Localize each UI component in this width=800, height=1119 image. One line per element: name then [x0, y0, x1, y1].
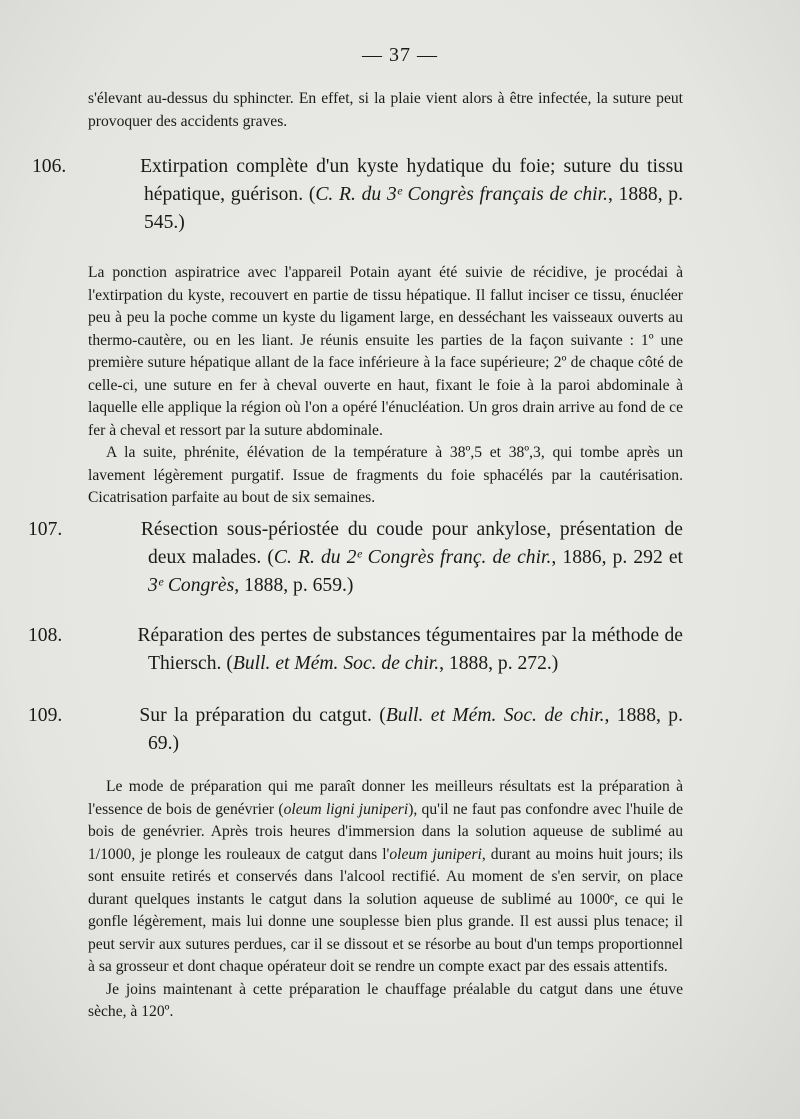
entry-reference: , 1888, p. 545.): [144, 184, 683, 233]
entry-title: Résection sous-périostée du coude pour ankylose, présentation de deux malades.: [140, 519, 683, 568]
body-paragraph: [88, 776, 683, 979]
entry-109: [28, 702, 683, 758]
latin-term: oleum ligni juniperi: [283, 800, 409, 818]
entry-reference: , 1888, p. 659.): [234, 575, 354, 596]
entry-number: 106.: [32, 156, 67, 177]
body-paragraph: La ponction aspiratrice avec l'appareil Potain ayant été suivie de récidive, je procédai à l'extirpation du kyste, recouvert en partie de tissu hépatique. Il fallut inciser ce tissu, énucléer peu à peu la poche comme un kyste du ligament large, en desséchant les vaisseaux ouverts au thermo-cautère, ou en les liant. Je réunis ensuite les parties de la façon suivante : 1º une première suture hépatique allant de la face inférieure à la face supérieure; 2º de chaque côté de celle-ci, une suture en fer à cheval ouverte en haut, fixant le foie à la paroi abdominale à laquelle elle applique la région où l'on a opéré l'énucléation. Un gros drain arrive au fond de ce fer à cheval et ressort par la suture abdominale.: [88, 264, 683, 439]
entry-109-body: [88, 776, 683, 1024]
latin-term: oleum juniperi: [389, 845, 482, 863]
entry-reference-italic: 3ᵉ Congrès: [148, 575, 235, 596]
entry-title: Réparation des pertes de substances tégumentaires par la méthode de Thiersch.: [137, 625, 683, 674]
entry-reference-italic: C. R. du 3ᵉ Congrès français de chir.: [315, 184, 608, 205]
body-text: ), qu'il ne faut pas confondre avec l'huile de bois de genévrier. Après trois heures d'immersion dans la solution aqueuse de sublimé au 1/1000, je plonge les rouleaux de catgut dans l': [88, 800, 684, 863]
entry-107: [28, 516, 683, 600]
entry-reference: , 1888, p. 272.): [439, 653, 559, 674]
entry-106-body: [88, 262, 683, 510]
entry-reference: , 1886, p. 292 et: [551, 547, 683, 568]
entry-106-heading: [32, 153, 683, 237]
ref-paren: (: [267, 547, 274, 568]
body-text: Le mode de préparation qui me paraît donner les meilleurs résultats est la préparation à l'essence de bois de genévrier (: [88, 778, 683, 818]
entry-108: [28, 622, 683, 678]
entry-reference-italic: C. R. du 2ᵉ Congrès franç. de chir.: [273, 547, 552, 568]
body-paragraph: Je joins maintenant à cette préparation le chauffage préalable du catgut dans une étuve sèche, à 120º.: [88, 980, 683, 1020]
entry-number: 108.: [28, 625, 63, 646]
ref-paren: (: [226, 653, 233, 674]
entry-number: 109.: [28, 705, 63, 726]
body-paragraph: A la suite, phrénite, élévation de la température à 38º,5 et 38º,3, qui tombe après un lavement légèrement purgatif. Issue de fragments du foie sphacélés par la cautérisation. Cicatrisation parfaite au bout de six semaines.: [88, 444, 683, 506]
entry-title: Extirpation complète d'un kyste hydatique du foie; suture du tissu hépatique, guérison.: [140, 156, 683, 205]
entry-number: 107.: [28, 519, 63, 540]
ref-paren: (: [379, 705, 386, 726]
entry-109-heading: [28, 702, 683, 758]
entry-reference-italic: Bull. et Mém. Soc. de chir.: [232, 653, 440, 674]
entry-107-heading: [28, 516, 683, 600]
intro-text: s'élevant au-dessus du sphincter. En effet, si la plaie vient alors à être infectée, la suture peut provoquer des accidents graves.: [88, 90, 683, 130]
ref-paren: (: [308, 184, 316, 205]
entry-reference-italic: Bull. et Mém. Soc. de chir.: [385, 705, 605, 726]
entry-title: Sur la préparation du catgut.: [139, 705, 372, 726]
body-text: , durant au moins huit jours; ils sont ensuite retirés et conservés dans l'alcool rectifié. Au moment de s'en servir, on place durant quelques instants le catgut dans la solution aqueuse de sublimé au 1000ᵉ, ce qui le gonfle légèrement, mais lui donne une souplesse bien plus grande. Il est aussi plus tenace; il peut servir aux sutures perdues, car il se dissout et se résorbe au bout d'un temps proportionnel à sa grosseur et dont chaque opérateur doit se rendre un compte exact par des essais attentifs.: [88, 845, 683, 975]
page-number: — 37 —: [362, 44, 438, 66]
entry-106: [32, 153, 683, 237]
entry-reference: , 1888, p. 69.): [148, 705, 683, 754]
intro-paragraph: [88, 88, 683, 133]
entry-108-heading: [28, 622, 683, 678]
